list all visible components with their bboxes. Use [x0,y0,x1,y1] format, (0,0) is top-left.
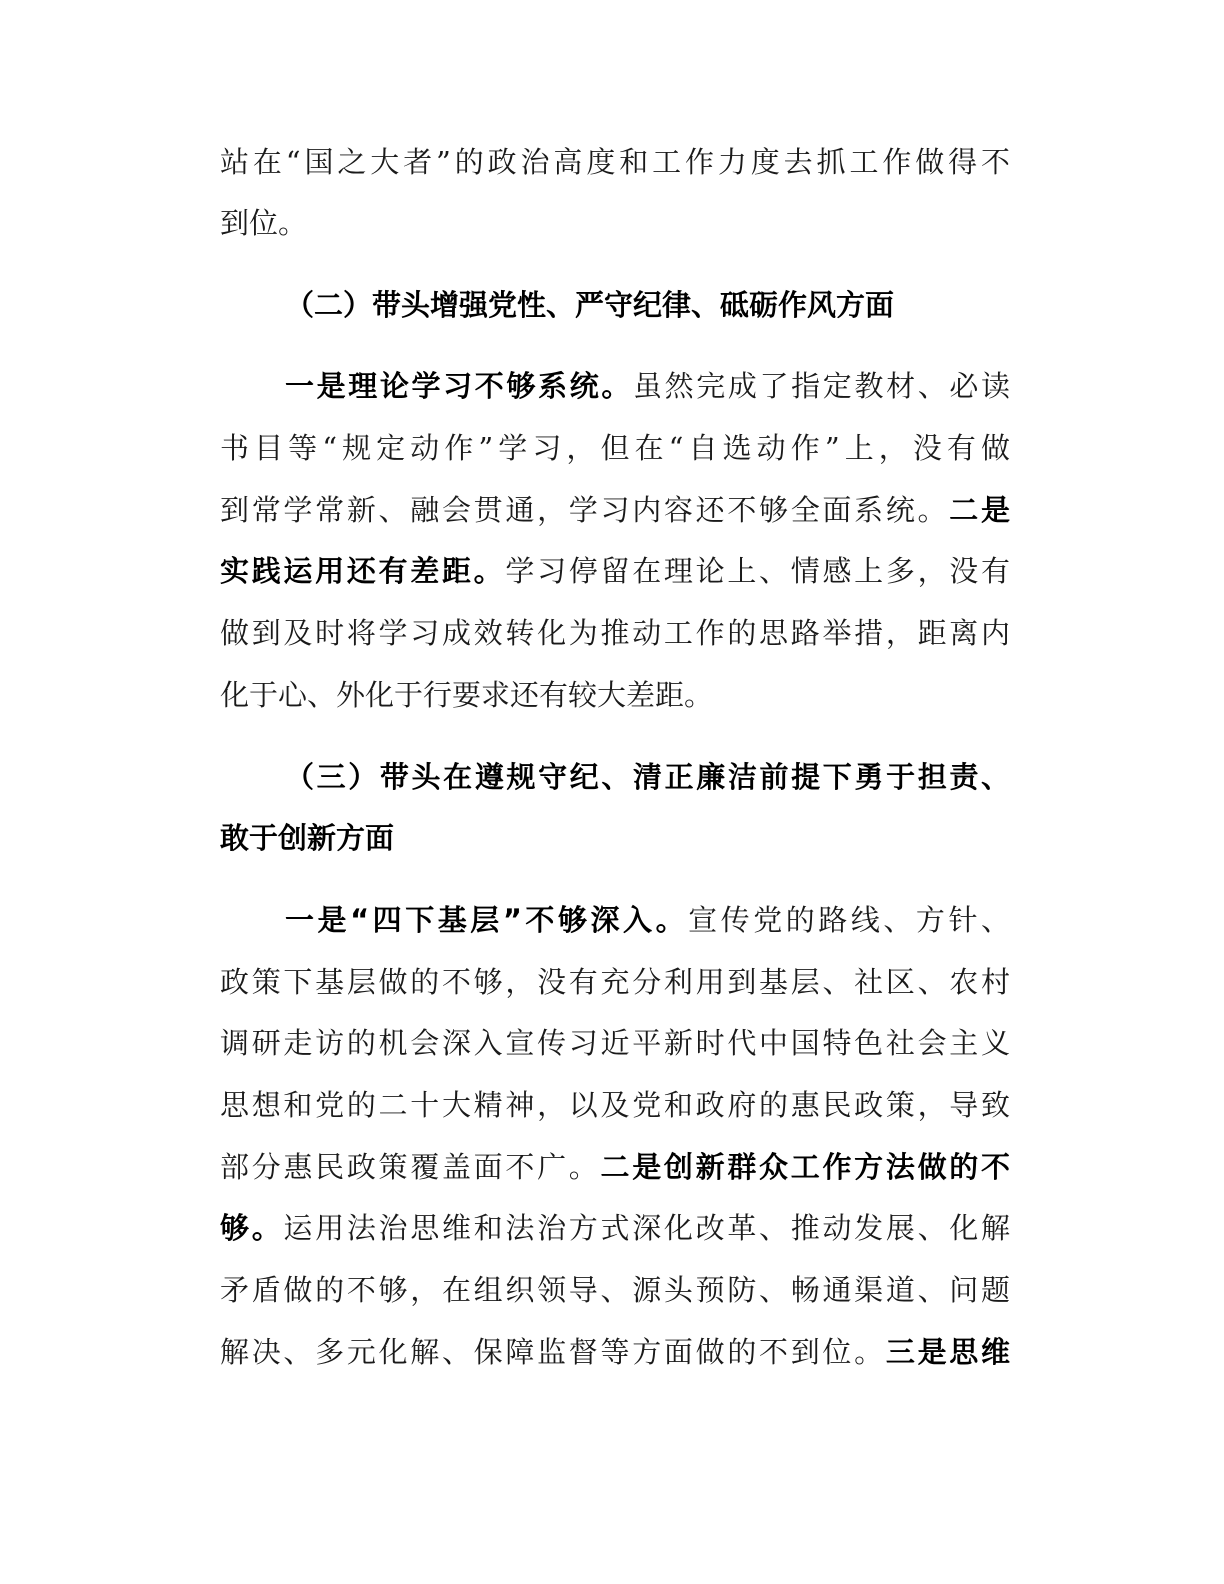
paragraph-line [220,428,1010,468]
body-text: 矛盾做的不够，在组织领导、源头预防、畅通渠道、问题 [220,1273,1010,1307]
body-text: 站在“国之大者”的政治高度和工作力度去抓工作做得不 [220,145,1010,179]
body-text: 学习停留在理论上、情感上多，没有 [505,554,1010,588]
section-heading-text: （二）带头增强党性、严守纪律、砥砺作风方面 [285,288,895,322]
paragraph-line [220,1147,1010,1187]
bold-lead-text: 二是创新群众工作方法做的不 [600,1150,1010,1184]
body-text: 到常学常新、融会贯通，学习内容还不够全面系统。 [220,493,950,527]
body-text: 宣传党的路线、方针、 [688,903,1010,937]
section-heading [220,818,1010,858]
body-text: 调研走访的机会深入宣传习近平新时代中国特色社会主义 [220,1026,1010,1060]
paragraph-line [220,490,1010,530]
bold-lead-text: 一是“四下基层”不够深入。 [285,903,689,937]
paragraph-line [220,1085,1010,1125]
paragraph-line [220,675,1010,715]
body-text: 思想和党的二十大精神，以及党和政府的惠民政策，导致 [220,1088,1010,1122]
body-text: 化于心、外化于行要求还有较大差距。 [220,678,714,712]
body-text: 到位。 [220,206,308,240]
section-heading [285,757,1010,797]
paragraph-line [220,1208,1010,1248]
paragraph-line [220,142,1010,182]
paragraph-line [220,613,1010,653]
bold-lead-text: 实践运用还有差距。 [220,554,506,588]
bold-lead-text: 二是 [949,493,1010,527]
section-heading-text: 敢于创新方面 [220,821,395,855]
body-text: 解决、多元化解、保障监督等方面做的不到位。 [220,1335,886,1369]
bold-lead-text: 一是理论学习不够系统。 [285,369,633,403]
paragraph-line [220,203,1010,243]
body-text: 政策下基层做的不够，没有充分利用到基层、社区、农村 [220,965,1010,999]
paragraph-line [220,1332,1010,1372]
body-text: 部分惠民政策覆盖面不广。 [220,1150,601,1184]
paragraph-line [220,551,1010,591]
bold-lead-text: 够。 [220,1211,284,1245]
paragraph-line [285,366,1010,406]
paragraph-line [220,1270,1010,1310]
bold-lead-text: 三是思维 [885,1335,1010,1369]
section-heading-text: （三）带头在遵规守纪、清正廉洁前提下勇于担责、 [285,760,1010,794]
body-text: 虽然完成了指定教材、必读 [633,369,1010,403]
paragraph-line [220,962,1010,1002]
body-text: 运用法治思维和法治方式深化改革、推动发展、化解 [283,1211,1010,1245]
body-text: 做到及时将学习成效转化为推动工作的思路举措，距离内 [220,616,1010,650]
paragraph-line [220,1023,1010,1063]
paragraph-line [285,900,1010,940]
body-text: 书目等“规定动作”学习，但在“自选动作”上，没有做 [220,431,1010,465]
section-heading [285,285,965,325]
